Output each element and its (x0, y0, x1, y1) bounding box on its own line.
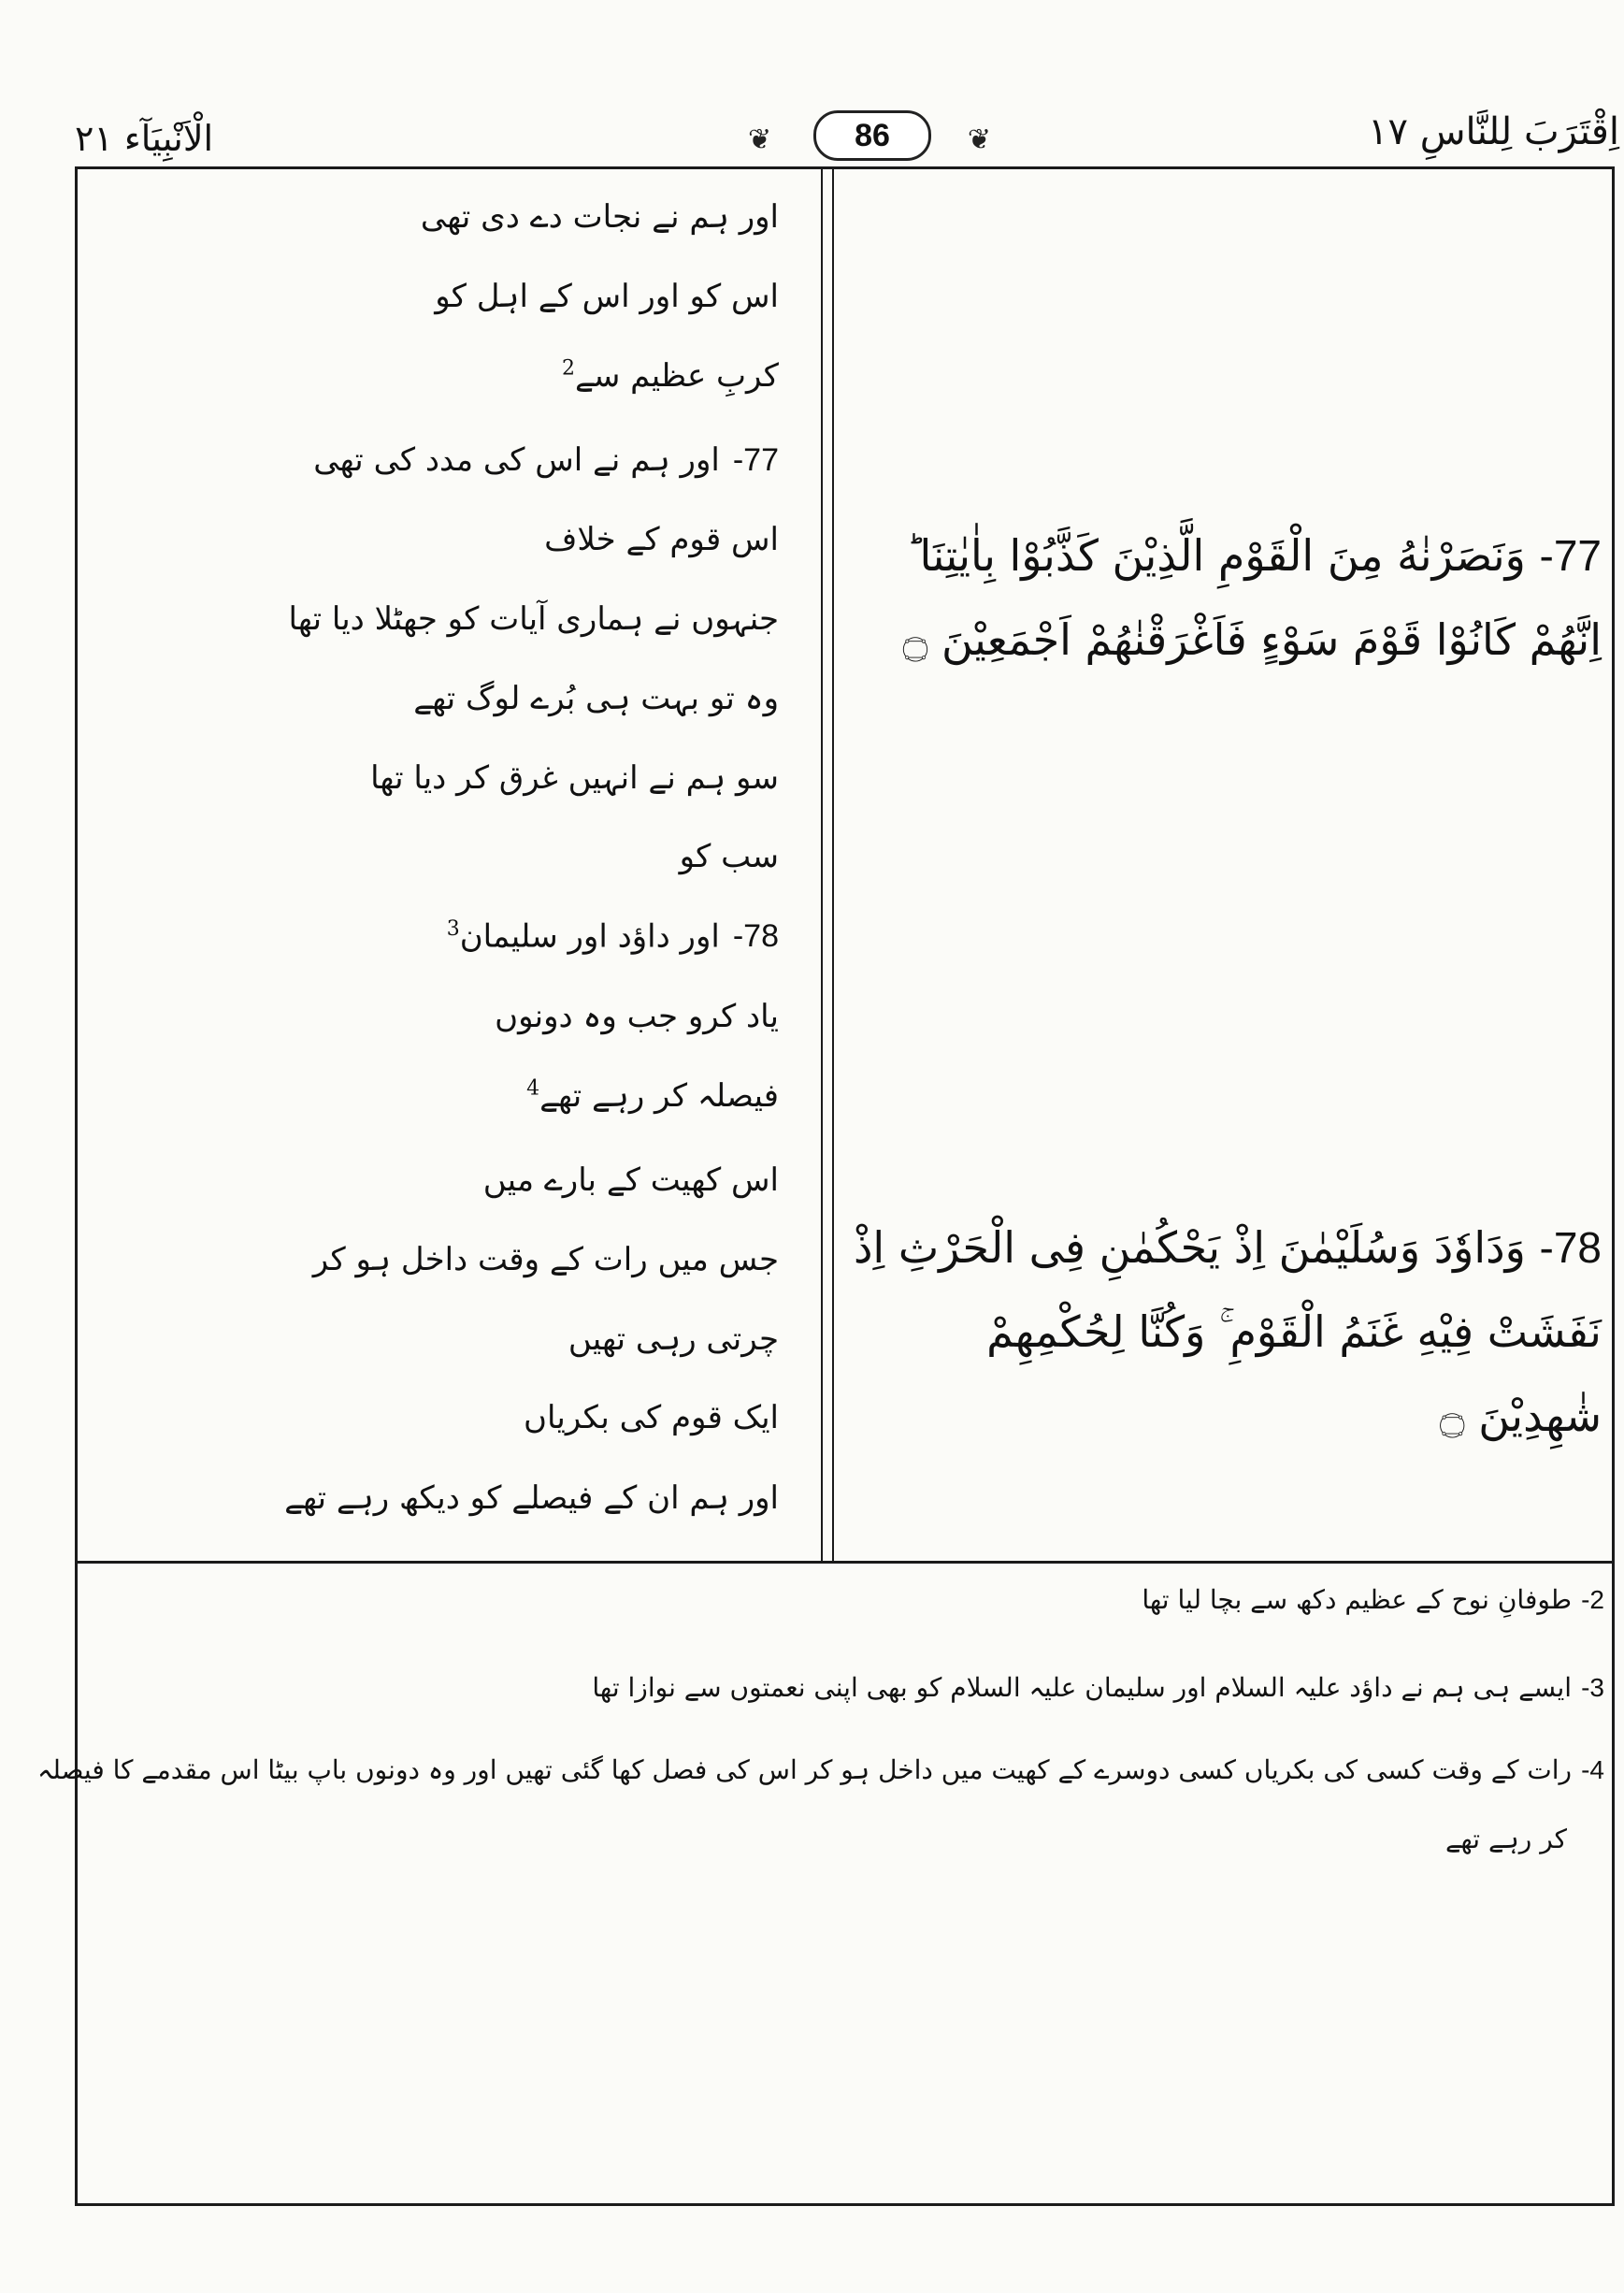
translation-line (284, 1478, 779, 1517)
page-number-badge (748, 110, 991, 159)
translation-text: وہ تو بہت ہی بُرے لوگ تھے (413, 680, 779, 717)
footnote-text: رات کے وقت کسی کی بکریاں کسی دوسرے کے کھیت میں داخل ہو کر اس کی فصل کھا گئی تھیں اور وہ دونوں باپ بیٹا اس مقدمے کا فیصلہ (36, 1754, 1573, 1785)
footnote-number: 2- (1581, 1585, 1604, 1614)
translation-text: اور ہم نے اس کی مدد کی تھی (313, 441, 720, 479)
footnote-number: 4- (1581, 1755, 1604, 1784)
translation-line (524, 1399, 779, 1436)
footnote-number: 3- (1581, 1673, 1604, 1702)
translation-line (370, 758, 779, 797)
translation-text: اور ہم ان کے فیصلے کو دیکھ رہے تھے (284, 1479, 779, 1517)
translation-line (495, 997, 779, 1035)
column-divider (821, 169, 823, 1561)
translation-line (526, 1076, 779, 1115)
ornament-left-icon: ❦ (748, 123, 772, 156)
verse-text: وَدَاوٗدَ وَسُلَيْمٰنَ اِذْ يَحْكُمٰنِ فِى الْحَرْثِ اِذْ (853, 1222, 1526, 1273)
surah-name-title: الْاَنْبِيَآء ۲۱ (75, 118, 214, 159)
translation-text: یاد کرو جب وہ دونوں (495, 998, 779, 1035)
translation-line (313, 1240, 779, 1278)
translation-line (447, 917, 779, 955)
urdu-translation-column (78, 169, 816, 1561)
surah-part-title: اِقْتَرَبَ لِلنَّاسِ ۱۷ (1368, 110, 1619, 153)
footnote-ref: 4 (526, 1076, 540, 1101)
translation-text: کربِ عظیم سے (574, 357, 779, 395)
footnote (592, 1672, 1604, 1703)
translation-line (421, 197, 779, 236)
footnote-ref: 3 (446, 917, 460, 941)
footnote-text: طوفانِ نوح کے عظیم دکھ سے بچا لیا تھا (1142, 1584, 1573, 1615)
translation-text: جس میں رات کے وقت داخل ہو کر (312, 1241, 779, 1278)
translation-line (313, 440, 779, 479)
translation-line (544, 520, 779, 558)
verse-number: 78- (1539, 1223, 1602, 1272)
translation-text: فیصلہ کر رہے تھے (539, 1077, 779, 1115)
translation-text: سب کو (679, 838, 779, 875)
translation-text: اور ہم نے نجات دے دی تھی (420, 198, 779, 236)
translation-text: جنہوں نے ہماری آیات کو جھٹلا دیا تھا (288, 600, 779, 638)
translation-text: سو ہم نے انہیں غرق کر دیا تھا (370, 759, 779, 797)
verse-78-line-1 (854, 1207, 1602, 1288)
ornament-right-icon: ❦ (967, 123, 991, 156)
page-number: 86 (813, 110, 931, 161)
verse-text: وَنَصَرْنٰهُ مِنَ الْقَوْمِ الَّذِيْنَ كَذَّبُوْا بِاٰيٰتِنَا ؕ (905, 530, 1526, 581)
verse-number: 78- (732, 918, 779, 955)
footnote-divider (78, 1561, 1612, 1564)
verse-number: 77- (1539, 531, 1602, 580)
translation-line (483, 1161, 779, 1199)
verse-77-line-2: اِنَّهُمْ كَانُوْا قَوْمَ سَوْءٍ فَاَغْرَقْنٰهُمْ اَجْمَعِيْنَ ۝ (902, 614, 1602, 665)
translation-text: چرتی رہی تھیں (568, 1320, 779, 1358)
translation-line (413, 679, 779, 717)
footnote-ref: 2 (561, 356, 575, 381)
arabic-text-column (835, 169, 1611, 1561)
translation-line (562, 356, 779, 395)
footnote (37, 1754, 1604, 1785)
column-divider-inner (832, 169, 834, 1561)
page-frame (36, 166, 1615, 2206)
translation-line (680, 838, 779, 875)
translation-text: اس کھیت کے بارے میں (482, 1161, 779, 1199)
footnote-text: ایسے ہی ہم نے داؤد علیہ السلام اور سلیمان علیہ السلام کو بھی اپنی نعمتوں سے نوازا تھا (592, 1672, 1573, 1703)
footnote (1445, 1824, 1567, 1854)
translation-text: ایک قوم کی بکریاں (524, 1399, 779, 1436)
translation-text: اس کو اور اس کے اہل کو (435, 278, 779, 315)
translation-text: اس قوم کے خلاف (544, 521, 779, 558)
verse-77-line-1 (906, 515, 1602, 596)
page-header (75, 110, 1619, 166)
verse-number: 77- (732, 442, 779, 478)
translation-text: اور داؤد اور سلیمان (459, 917, 720, 956)
verse-78-line-3: شٰهِدِيْنَ ۝ (1439, 1391, 1602, 1441)
translation-line (568, 1320, 779, 1358)
footnote-text: کر رہے تھے (1444, 1824, 1567, 1854)
verse-78-line-2: نَفَشَتْ فِيْهِ غَنَمُ الْقَوْمِ ۚ وَكُنَّا لِحُكْمِهِمْ (986, 1306, 1602, 1357)
footnote (1142, 1584, 1604, 1615)
translation-line (435, 277, 779, 315)
translation-line (289, 599, 779, 638)
